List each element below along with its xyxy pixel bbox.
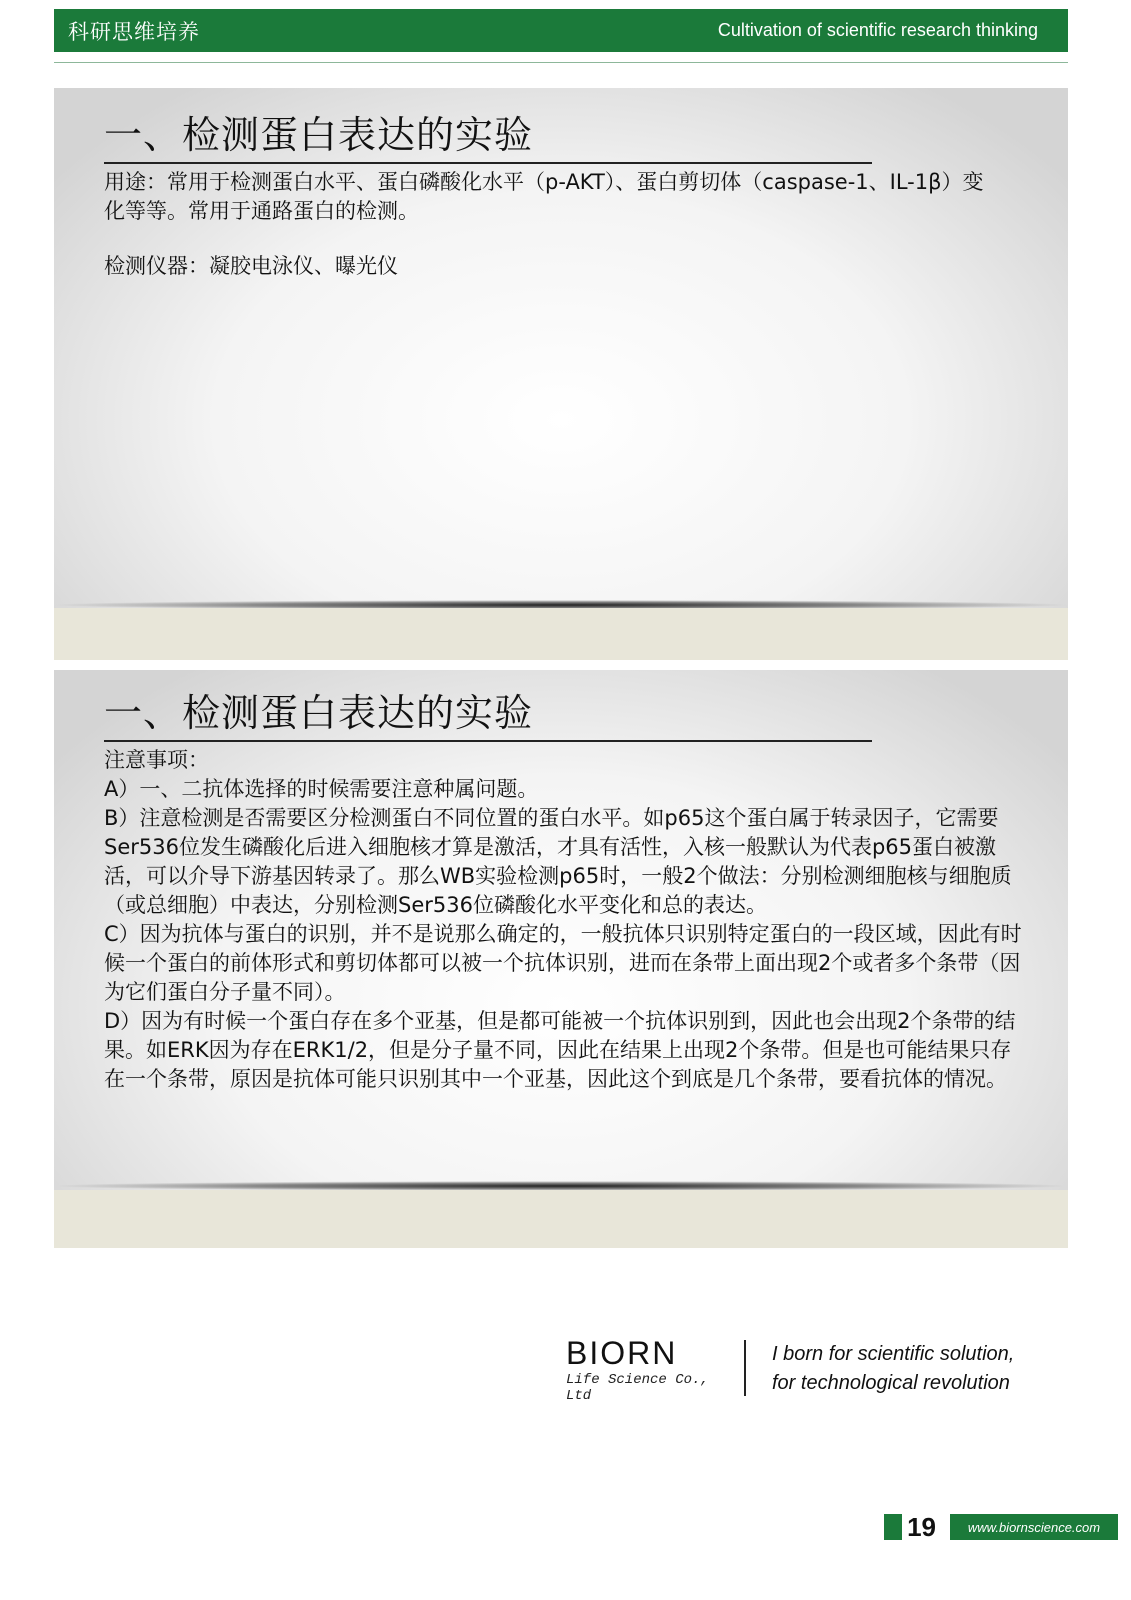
notes-block <box>104 746 1032 1094</box>
slide-title: 一、检测蛋白表达的实验 <box>104 688 872 742</box>
note-item-d: D）因为有时候一个蛋白存在多个亚基，但是都可能被一个抗体识别到，因此也会出现2个条带的结果。如ERK因为存在ERK1/2，但是分子量不同，因此在结果上出现2个条带。但是也可能结果只存在一个条带，原因是抗体可能只识别其中一个亚基，因此这个到底是几个条带，要看抗体的情况。 <box>104 1009 1016 1091</box>
header-divider <box>54 62 1068 63</box>
header-bar <box>54 9 1068 52</box>
slogan-line-2: for technological revolution <box>772 1372 1010 1394</box>
header-title-en: Cultivation of scientific research thinking <box>717 20 1038 40</box>
note-item-a: A）一、二抗体选择的时候需要注意种属问题。 <box>104 777 539 801</box>
notes-heading: 注意事项： <box>104 748 209 772</box>
page-number <box>884 1512 936 1542</box>
slide-bottom-strip <box>54 608 1068 660</box>
note-item-b: B）注意检测是否需要区分检测蛋白不同位置的蛋白水平。如p65这个蛋白属于转录因子，它需要Ser536位发生磷酸化后进入细胞核才算是激活，才具有活性，入核一般默认为代表p65蛋白被激活，可以介导下游基因转录了。那么WB实验检测p65时，一般2个做法：分别检测细胞核与细胞质（或总细胞）中表达，分别检测Ser536位磷酸化水平变化和总的表达。 <box>104 806 1012 917</box>
slide-title: 一、检测蛋白表达的实验 <box>104 110 872 164</box>
slide-protein-notes <box>54 670 1068 1248</box>
company-logo <box>566 1336 726 1404</box>
footer-divider <box>744 1340 746 1396</box>
instrument-text: 检测仪器：凝胶电泳仪、曝光仪 <box>104 254 398 278</box>
company-slogan <box>772 1340 1014 1398</box>
slide-bottom-strip <box>54 1190 1068 1248</box>
page-number-marker <box>884 1514 902 1540</box>
company-name: Life Science Co., Ltd <box>566 1372 709 1404</box>
website-link[interactable]: www.biornscience.com <box>950 1514 1118 1540</box>
page-number-text: 19 <box>907 1511 936 1542</box>
usage-text: 用途：常用于检测蛋白水平、蛋白磷酸化水平（p-AKT）、蛋白剪切体（caspase-1、IL-1β）变化等等。常用于通路蛋白的检测。 <box>104 170 984 223</box>
slogan-line-1: I born for scientific solution, <box>772 1343 1015 1365</box>
slide-protein-usage <box>54 88 1068 660</box>
header-title-cn: 科研思维培养 <box>68 19 200 44</box>
note-item-c: C）因为抗体与蛋白的识别，并不是说那么确定的，一般抗体只识别特定蛋白的一段区域，因此有时候一个蛋白的前体形式和剪切体都可以被一个抗体识别，进而在条带上面出现2个或者多个条带（因为它们蛋白分子量不同）。 <box>104 922 1022 1004</box>
brand-name: BIORN <box>566 1335 678 1371</box>
